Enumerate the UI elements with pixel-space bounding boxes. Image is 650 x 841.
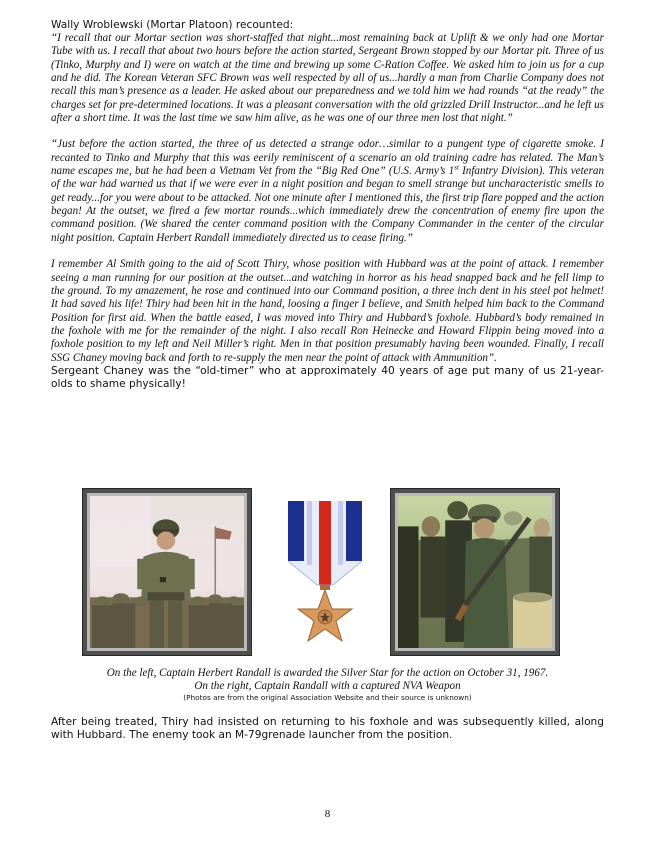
quote-2-text-b: Infantry Division). This veteran of the war had warned us that if we were ever in a night position and began to smell strange but uncharacteristic smells to get ready...for you were about to be attacked. Not one minute after I mentioned this, the first trip flare popped and the action began! At the outset, we fired a few mortar rounds...which immediately drew the concentration of enemy fire upon the command position. (We shared the center command position with the Company Commander in the center of the circular night position. Captain Herbert Randall immediately directed us to cease firing.”: [51, 165, 604, 244]
intro-line: Wally Wroblewski (Mortar Platoon) recounted:: [51, 19, 294, 31]
caption-source: (Photos are from the original Association Website and their source is unknown): [183, 693, 472, 702]
quote-2-text-a: “Just before the action started, the three of us detected a strange odor…similar to a pungent type of cigarette smoke. I recanted to Tinko and Murphy that this was eerily reminiscent of a scenario an old training cadre has related. The Man’s name escapes me, but he had been a Vietnam Vet from the “Big Red One” (U.S. Army’s 1: [51, 138, 604, 178]
paragraph-gap: [51, 245, 604, 258]
quote-paragraph-2: [51, 138, 604, 245]
right-photo-image: [398, 496, 552, 648]
page-number: 8: [324, 808, 331, 820]
left-photo-image: [90, 496, 244, 648]
silver-star-medal-icon: [285, 501, 365, 661]
left-photo-frame: [82, 488, 252, 656]
paragraph-gap: [51, 125, 604, 138]
ordinal-superscript: st: [454, 163, 459, 172]
caption-line-1: On the left, Captain Herbert Randall is awarded the Silver Star for the action on October 31, 1967.: [106, 667, 549, 679]
closing-paragraph: After being treated, Thiry had insisted on returning to his foxhole and was subsequently killed, along with Hubbard. The enemy took an M-79grenade launcher from the position.: [51, 716, 604, 741]
quote-paragraph-3: I remember Al Smith going to the aid of Scott Thiry, whose position with Hubbard was at the point of attack. I remember seeing a man running for our position at the outset...and watching in horror as his head snapped back and he fell limp to the ground. To my amazement, he rose and continued into our Command position, a three inch dent in his steel pot helmet! It had saved his life! Thiry had been hit in the hand, loosing a finger I believe, and Smith helped him back to the Command Position for first aid. When the battle eased, I was moved into Thiry and Hubbard’s foxhole. Hubbard’s body remained in the foxhole with me for the remainder of the night. I also recall Ron Heinecke and Howard Flippin being moved into a foxhole position to my left and Neil Miller’s right. Men in that position presumably having been wounded. Finally, I recall SSG Chaney moving back and forth to re-supply the men near the point of attack with Ammunition”.: [51, 258, 604, 364]
chaney-note: Sergeant Chaney was the “old-timer” who at approximately 40 years of age put many of us 21-year-olds to shame physically!: [51, 364, 604, 390]
quote-paragraph-1: “I recall that our Mortar section was short-staffed that night...most remaining back at Uplift & we only had one Mortar Tube with us. I recall that about two hours before the action started, Sergeant Brown stopped by our Mortar pit. Three of us (Tinko, Murphy and I) were on watch at the time and brewing up some C-Ration Coffee. We asked him to join us for a cup and he did. The Korean Veteran SFC Brown was well respected by all of us...hardly a man from Charlie Company does not recall this man’s presence as a leader. He asked about our preparedness and we told him we had rounds “at the ready” the charges set for pre-determined locations. It was a pleasant conversation with the old grizzled Drill Instructor...and he left us after a short time. It was the last time we saw him alive, as he was one of our three men lost that night.”: [51, 32, 604, 125]
document-page: [51, 19, 604, 820]
figure-caption: [51, 667, 604, 702]
photo-figure: [51, 487, 604, 665]
right-photo-frame: [390, 488, 560, 656]
caption-line-2: On the right, Captain Randall with a captured NVA Weapon: [194, 680, 461, 692]
